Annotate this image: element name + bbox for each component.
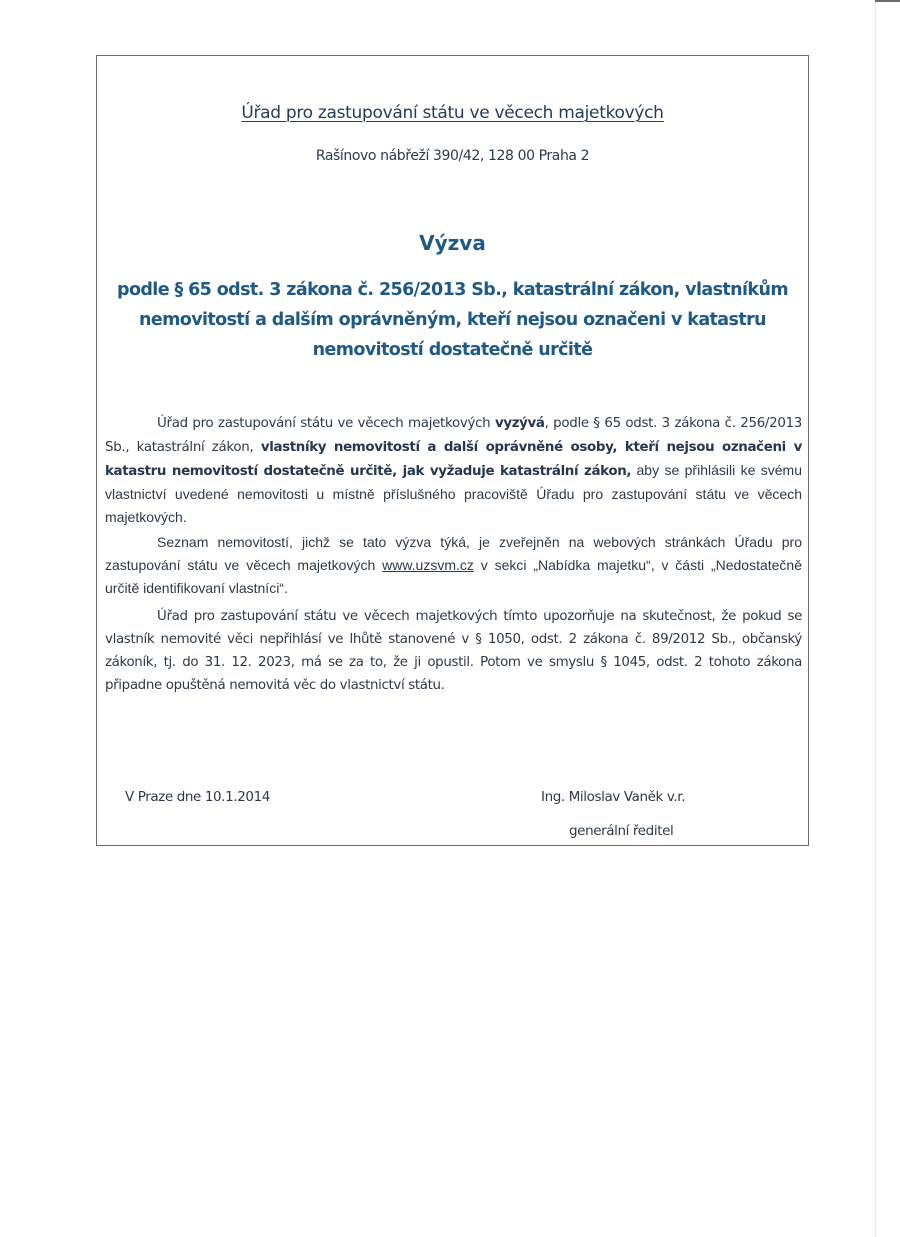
p1-bold-2: vlastníky nemovitostí a další oprávněné osoby, kteří nejsou označeni v katastru nemovitostí dostatečně určitě, jak vyžaduje katastrální zákon,	[105, 440, 802, 479]
p1-bold-1: vyzývá	[494, 416, 545, 431]
notice-title: Výzva	[419, 231, 486, 255]
scan-top-mark	[875, 0, 900, 2]
signature-name: Ing. Miloslav Vaněk v.r.	[541, 789, 686, 805]
p1-text-1: Úřad pro zastupování státu ve věcech majetkových	[157, 416, 495, 431]
notice-subtitle: podle § 65 odst. 3 zákona č. 256/2013 Sb., katastrální zákon, vlastníkům nemovitostí a dalším oprávněným, kteří nejsou označeni v katastru nemovitostí dostatečně určitě	[117, 280, 788, 360]
p2-text-2: v sekci „Nabídka majetku“, v části „Nedostatečně určitě identifikovaní vlastníci“.	[105, 557, 803, 596]
office-name-text: Úřad pro zastupování státu ve věcech majetkových	[241, 103, 664, 123]
p1-text-3: aby se přihlásili ke svému vlastnictví uvedené nemovitosti u místně příslušného pracoviště Úřadu pro zastupování státu ve věcech majetkových.	[105, 462, 803, 525]
signature-role: generální ředitel	[569, 823, 674, 839]
paragraph-property-list	[105, 531, 802, 600]
p1-text-2: , podle § 65 odst. 3 zákona č. 256/2013 Sb., katastrální zákon,	[105, 416, 803, 455]
signature-place-date: V Praze dne 10.1.2014	[125, 789, 270, 805]
paragraph-warning	[105, 605, 802, 697]
office-name	[97, 103, 808, 123]
office-address: Rašínovo nábřeží 390/42, 128 00 Praha 2	[315, 148, 590, 164]
website-link[interactable]: www.uzsvm.cz	[382, 557, 474, 573]
p2-text-1: Seznam nemovitostí, jichž se tato výzva týká, je zveřejněn na webových stránkách Úřadu pro zastupování státu ve věcech majetkových	[105, 534, 802, 573]
paragraph-invitation	[105, 411, 802, 529]
notice-frame	[96, 55, 809, 846]
p3-text: Úřad pro zastupování státu ve věcech majetkových tímto upozorňuje na skutečnost, že pokud se vlastník nemovité věci nepřihlásí ve lhůtě stanovené v § 1050, odst. 2 zákona č. 89/2012 Sb., občanský zákoník, tj. do 31. 12. 2023, má se za to, že ji opustil. Potom ve smyslu § 1045, odst. 2 tohoto zákona připadne opuštěná nemovitá věc do vlastnictví státu.	[105, 609, 802, 693]
scan-edge-line	[875, 0, 876, 1237]
